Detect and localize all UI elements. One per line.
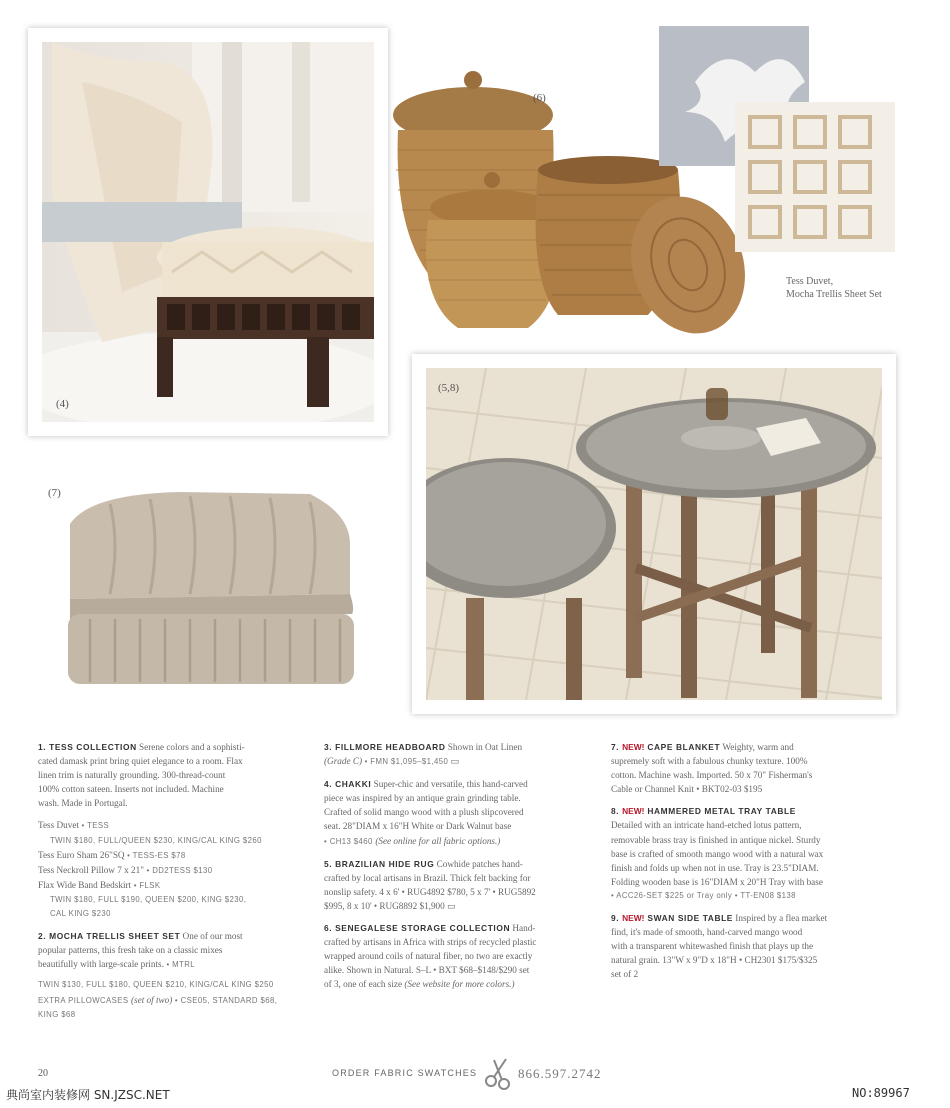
item-1-line-4: 100% cotton sateen. Inserts not included. Machine bbox=[38, 784, 224, 795]
photo-label-7: (7) bbox=[48, 487, 61, 499]
tray-tables-photo bbox=[412, 354, 896, 714]
tess-neckroll-name: Tess Neckroll Pillow 7 x 21" bbox=[38, 864, 144, 875]
item-6-line-2: crafted by artisans in Africa with strips of recycled plastic bbox=[324, 937, 537, 948]
tess-sham-sku: • TESS-ES $78 bbox=[124, 850, 186, 860]
chakki-photo bbox=[28, 28, 388, 436]
item-9-line-2: find, it's made of smooth, hand-carved mango wood bbox=[611, 927, 803, 938]
item-9-description bbox=[611, 911, 901, 981]
text-column-3 bbox=[611, 740, 901, 990]
item-6-description bbox=[324, 921, 600, 991]
item-6-line-3: wrapped around coils of natural fiber, no two are exactly bbox=[324, 951, 533, 962]
item-4-line-1: Super-chic and versatile, this hand-carved bbox=[371, 779, 528, 790]
item-8-number: 8. bbox=[611, 806, 623, 817]
item-2-prices-2b: (set of two) bbox=[131, 994, 173, 1005]
phone-number: 866.597.2742 bbox=[518, 1066, 602, 1081]
item-8-new-badge: NEW! bbox=[622, 806, 645, 817]
photo-label-6: (6) bbox=[533, 92, 546, 104]
item-7-number: 7. bbox=[611, 742, 623, 752]
item-5-line-4: $995, 8 x 10' • RUG8892 $1,900 bbox=[324, 900, 445, 911]
tess-duvet-sku: • TESS bbox=[78, 821, 110, 831]
item-8-title: HAMMERED METAL TRAY TABLE bbox=[644, 806, 796, 817]
blanket-illustration bbox=[60, 484, 360, 694]
tess-neckroll-sku: • DD2TESS $130 bbox=[143, 865, 213, 875]
item-6-line-1: Hand- bbox=[510, 923, 536, 934]
tess-sham-name: Tess Euro Sham 26"SQ bbox=[38, 849, 125, 860]
item-4-note: (See online for all fabric options.) bbox=[375, 835, 501, 846]
item-2-prices-2a: EXTRA PILLOWCASES bbox=[38, 995, 131, 1005]
item-9-title: SWAN SIDE TABLE bbox=[644, 913, 733, 924]
item-8-description bbox=[611, 804, 901, 903]
item-9-line-3: with a transparent whitewashed finish that plays up the bbox=[611, 941, 814, 952]
page-number: 20 bbox=[38, 1068, 48, 1079]
item-8-line-5: Folding wooden base is 16"DIAM x 20"H Tray with base bbox=[611, 876, 823, 887]
item-2-prices-3: KING $68 bbox=[38, 1009, 76, 1019]
item-2-title: 2. MOCHA TRELLIS SHEET SET bbox=[38, 931, 181, 942]
item-7-line-4: Cable or Channel Knit • BKT02-03 $195 bbox=[611, 784, 763, 795]
chakki-image bbox=[42, 42, 374, 422]
photo-label-5-8: (5,8) bbox=[438, 382, 460, 394]
item-7-description bbox=[611, 740, 901, 796]
item-9-line-4: natural grain. 13"W x 9"D x 18"H • CH2301 $175/$325 bbox=[611, 955, 818, 966]
item-3-line-1: Shown in Oat Linen bbox=[445, 742, 523, 752]
text-column-2 bbox=[324, 740, 600, 1000]
item-8-line-6: • ACC26-SET $225 or Tray only • TT-EN08 $138 bbox=[611, 890, 796, 900]
photo-label-4: (4) bbox=[56, 398, 69, 410]
bedskirt-name: Flax Wide Band Bedskirt bbox=[38, 879, 132, 890]
item-3-price: • FMN $1,095–$1,450 bbox=[362, 757, 449, 767]
tray-tables-illustration bbox=[426, 368, 882, 700]
bedskirt-prices-2: CAL KING $230 bbox=[50, 909, 111, 919]
item-3-description bbox=[324, 740, 600, 769]
item-6-title: 6. SENEGALESE STORAGE COLLECTION bbox=[324, 923, 511, 934]
item-4-title: 4. CHAKKI bbox=[324, 779, 372, 790]
item-4-description bbox=[324, 777, 600, 848]
online-icon: ▭ bbox=[448, 756, 459, 767]
item-7-line-2: supremely soft with a fabulous chunky texture. 100% bbox=[611, 756, 808, 767]
item-9-line-1: Inspired by a flea market bbox=[733, 913, 828, 924]
item-2-description bbox=[38, 929, 310, 1022]
item-9-line-5: set of 2 bbox=[611, 969, 639, 980]
tess-neckroll-entry bbox=[38, 863, 310, 878]
bedskirt-prices-1: TWIN $180, FULL $190, QUEEN $200, KING $230, bbox=[50, 894, 247, 904]
item-4-line-2: piece was inspired by an antique grain grinding table. bbox=[324, 793, 521, 804]
item-7-line-1: Weighty, warm and bbox=[720, 742, 794, 752]
bedskirt-sku: • FLSK bbox=[131, 880, 161, 890]
item-2-prices-1: TWIN $130, FULL $180, QUEEN $210, KING/CAL KING $250 bbox=[38, 980, 274, 990]
item-8-line-1: Detailed with an intricate hand-etched lotus pattern, bbox=[611, 820, 802, 831]
item-4-price: • CH13 $460 bbox=[324, 836, 376, 846]
item-2-prices-2c: • CSE05, STANDARD $68, bbox=[172, 995, 278, 1005]
text-column-1 bbox=[38, 740, 310, 1030]
item-3-title: 3. FILLMORE HEADBOARD bbox=[324, 742, 446, 752]
swatch-caption-line-1: Tess Duvet, bbox=[786, 276, 834, 287]
item-6-line-4: alike. Shown in Natural. S–L • BXT $68–$148/$290 set bbox=[324, 965, 530, 976]
item-1-description bbox=[38, 740, 310, 810]
item-5-line-2: crafted by local artisans in Brazil. Thick felt backing for bbox=[324, 872, 531, 883]
tess-sham-entry bbox=[38, 848, 310, 863]
item-4-line-4: seat. 28"DIAM x 16"H White or Dark Walnut base bbox=[324, 821, 512, 832]
item-7-line-3: cotton. Machine wash. Imported. 50 x 70" Fisherman's bbox=[611, 770, 813, 781]
item-2-line-1: One of our most bbox=[180, 931, 243, 942]
item-5-title: 5. BRAZILIAN HIDE RUG bbox=[324, 858, 435, 869]
tray-tables-image bbox=[426, 368, 882, 700]
item-7-new-badge: NEW! bbox=[622, 742, 645, 752]
tess-duvet-prices: TWIN $180, FULL/QUEEN $230, KING/CAL KING $260 bbox=[50, 835, 262, 845]
item-2-sku: • MTRL bbox=[163, 960, 195, 970]
item-1-line-5: wash. Made in Portugal. bbox=[38, 798, 128, 809]
chakki-illustration bbox=[42, 42, 374, 422]
item-2-line-3: beautifully with large-scale prints. bbox=[38, 959, 164, 970]
watermark-left: 典尚室内装修网 SN.JZSC.NET bbox=[6, 1088, 170, 1102]
blanket-photo bbox=[60, 484, 360, 694]
bedskirt-entry bbox=[38, 878, 310, 893]
tess-duvet-name: Tess Duvet bbox=[38, 820, 79, 831]
swatch-illustration bbox=[655, 22, 905, 262]
item-2-line-2: popular patterns, this fresh take on a classic mixes bbox=[38, 945, 223, 956]
order-fabric-swatches-text: ORDER FABRIC SWATCHES bbox=[332, 1068, 478, 1078]
item-5-line-3: nonslip safety. 4 x 6' • RUG4892 $780, 5 x 7' • RUG5892 bbox=[324, 886, 536, 897]
item-3-grade: (Grade C) bbox=[324, 756, 363, 767]
item-7-title: CAPE BLANKET bbox=[644, 742, 721, 752]
online-icon: ▭ bbox=[444, 900, 456, 911]
watermark-right: NO:89967 bbox=[852, 1086, 910, 1100]
item-8-line-2: removable brass tray is finished in antique nickel. Sturdy bbox=[611, 834, 821, 845]
item-1-line-3: linen trim is naturally grounding. 300-thread-count bbox=[38, 770, 226, 781]
swatch-caption bbox=[786, 275, 882, 301]
swatch-caption-line-2: Mocha Trellis Sheet Set bbox=[786, 289, 882, 300]
item-1-line-2: cated damask print bring quiet elegance to a room. Flax bbox=[38, 756, 243, 767]
scissors-icon bbox=[482, 1056, 516, 1095]
item-6-note: (See website for more colors.) bbox=[404, 979, 515, 990]
item-5-line-1: Cowhide patches hand- bbox=[434, 858, 523, 869]
tess-duvet-entry bbox=[38, 818, 310, 833]
item-1-line-1: Serene colors and a sophisti- bbox=[136, 742, 245, 752]
item-9-new-badge: NEW! bbox=[622, 913, 645, 924]
item-8-line-3: base is crafted of smooth mango wood with a natural wax bbox=[611, 848, 824, 859]
item-5-description bbox=[324, 857, 600, 913]
item-4-line-3: Crafted of solid mango wood with a plush slipcovered bbox=[324, 807, 524, 818]
item-1-title: 1. TESS COLLECTION bbox=[38, 742, 137, 752]
item-8-line-4: finish and folds up when not in use. Tray is 23.5"DIAM. bbox=[611, 862, 819, 873]
item-9-number: 9. bbox=[611, 913, 623, 924]
fabric-swatches bbox=[655, 22, 905, 262]
item-6-line-5: of 3, one of each size bbox=[324, 979, 405, 990]
